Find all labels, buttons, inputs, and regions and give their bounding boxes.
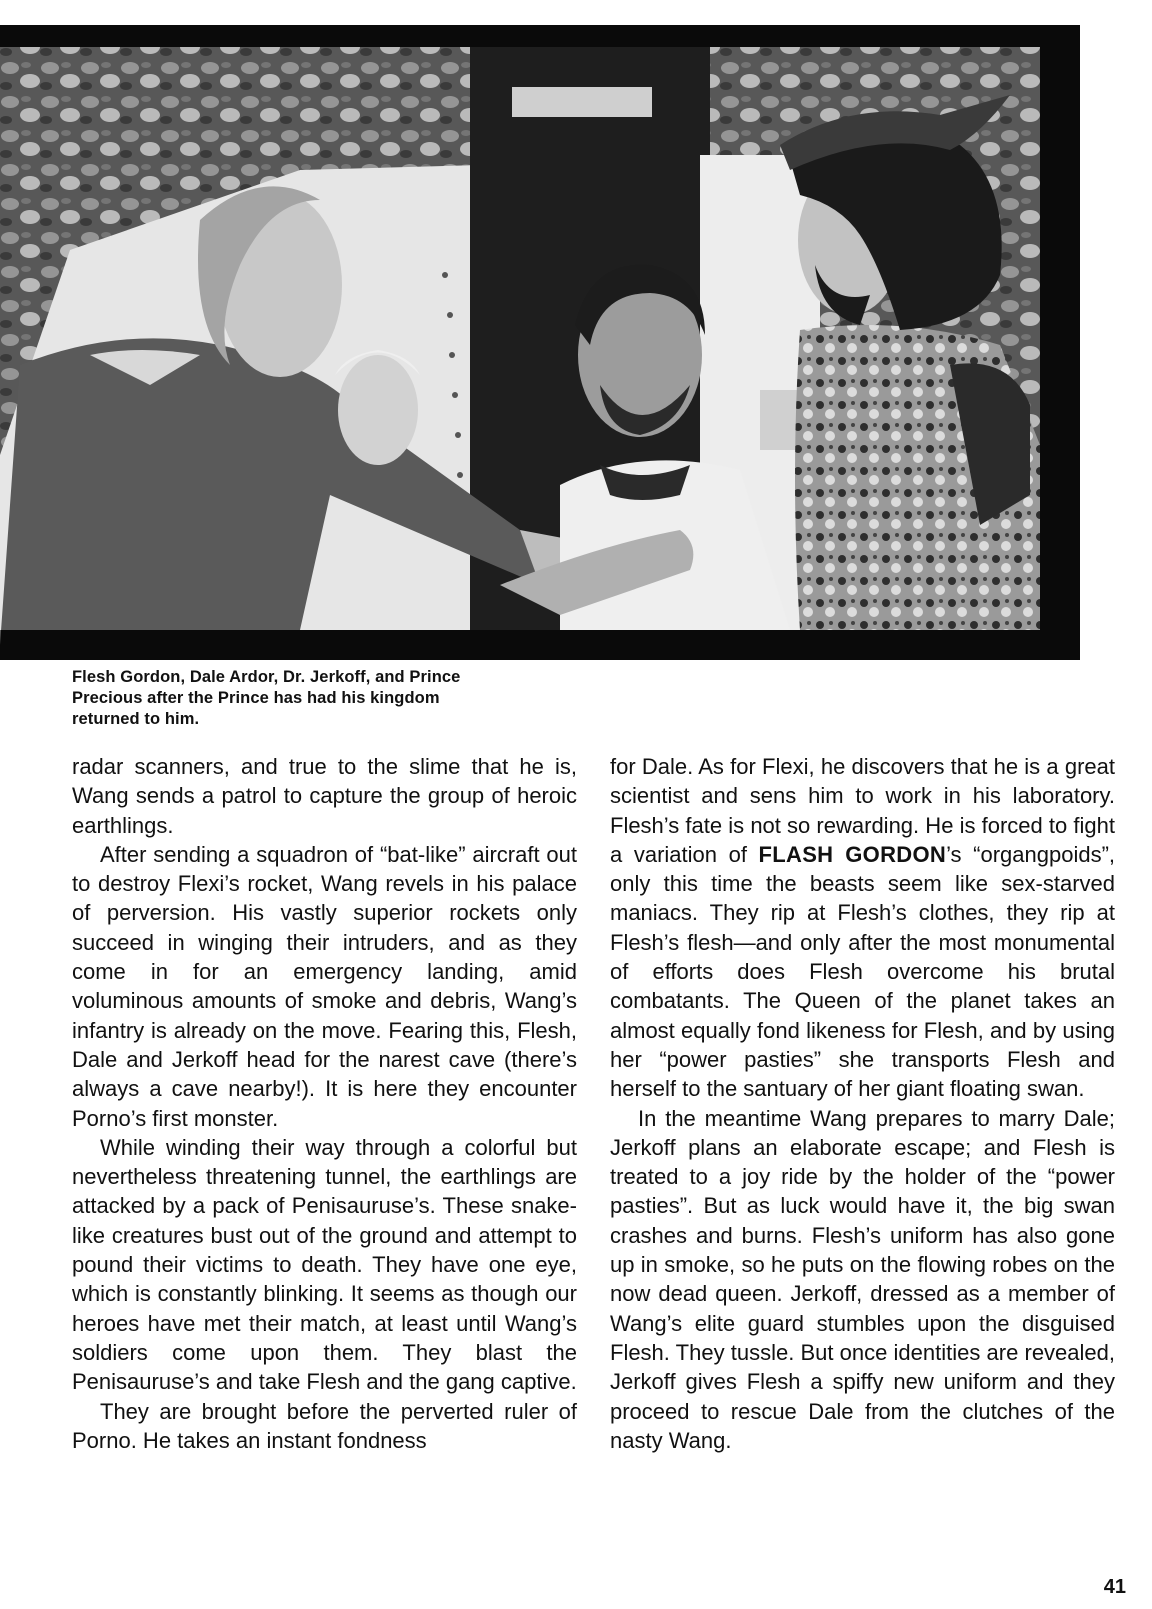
article-paragraph: They are brought before the perverted ruler of Porno. He takes an instant fondness	[72, 1398, 577, 1453]
article-paragraph: In the meantime Wang prepares to marry Dale; Jerkoff plans an elaborate escape; and Flesh is treated to a joy ride by the holder of the “power pasties”. But as luck would have it, the big swan crashes and burns. Flesh’s uniform has also gone up in smoke, so he puts on the flowing robes on the now dead queen. Jerkoff, dressed as a member of Wang’s elite guard stumbles upon the disguised Flesh. They tussle. But once identities are revealed, Jerkoff gives Flesh a spiffy new uniform and they proceed to rescue Dale from the clutches of the nasty Wang.	[610, 1105, 1115, 1453]
article-paragraph: After sending a squadron of “bat-like” aircraft out to destroy Flexi’s rocket, Wang revels in his palace of perversion. His vastly superior rockets only succeed in winging their intruders, and as they come in for an emergency landing, amid voluminous amounts of smoke and debris, Wang’s infantry is already on the move. Fearing this, Flesh, Dale and Jerkoff head for the narest cave (there’s always a cave nearby!). It is here they encounter Porno’s first monster.	[72, 841, 577, 1131]
article-column-left	[72, 752, 577, 1455]
paragraph-text: for Dale. As for Flexi, he discovers that he is a great scientist and sens him to work in his laboratory. Flesh’s fate is not so rewarding. He is forced to fight a variation of	[610, 754, 1115, 867]
caption-line: Precious after the Prince has had his kingdom	[72, 689, 440, 707]
page-number: 41	[1103, 1576, 1126, 1598]
film-still-photo	[0, 25, 1080, 660]
article-paragraph	[610, 752, 1115, 1104]
article-column-right	[610, 752, 1115, 1455]
caption-line: returned to him.	[72, 710, 200, 728]
photo-caption	[72, 667, 572, 730]
film-title: FLASH GORDON	[758, 841, 947, 867]
caption-line: Flesh Gordon, Dale Ardor, Dr. Jerkoff, and Prince	[72, 668, 461, 686]
paragraph-text: ’s “organgpoids”, only this time the beasts seem like sex-starved maniacs. They rip at Flesh’s clothes, they rip at Flesh’s flesh—and only after the most monumental of efforts does Flesh overcome his brutal combatants. The Queen of the planet takes an almost equally fond likeness for Flesh, and by using her “power pasties” she transports Flesh and herself to the santuary of her giant floating swan.	[610, 841, 1116, 1102]
article-paragraph: While winding their way through a colorful but nevertheless threatening tunnel, the earthlings are attacked by a pack of Penisauruse’s. These snake-like creatures bust out of the ground and attempt to pound their victims to death. They have one eye, which is constantly blinking. It seems as though our heroes have met their match, at least until Wang’s soldiers come upon them. They blast the Penisauruse’s and take Flesh and the gang captive.	[72, 1134, 577, 1395]
film-still-illustration	[0, 25, 1080, 660]
article-paragraph: radar scanners, and true to the slime that he is, Wang sends a patrol to capture the group of heroic earthlings.	[72, 754, 577, 838]
